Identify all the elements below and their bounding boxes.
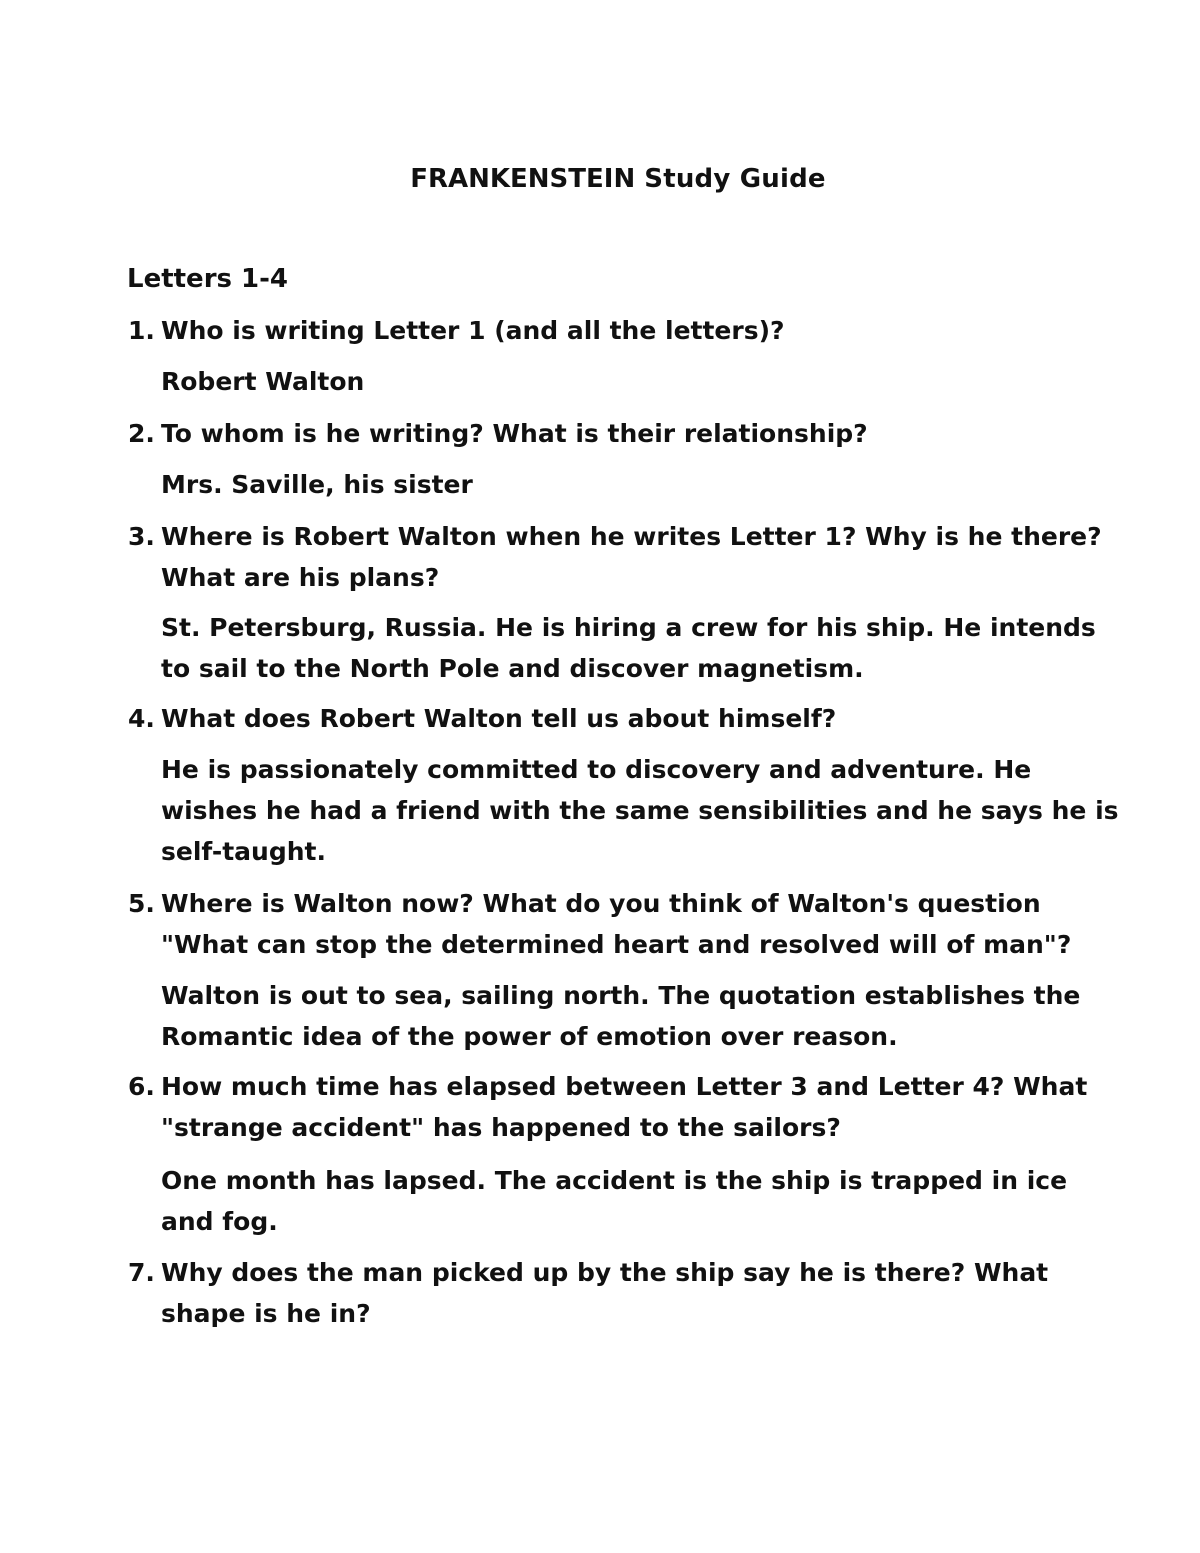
- question-5: [128, 883, 1108, 965]
- question-text: Where is Walton now? What do you think of Walton's question "What can stop the determined heart and resolved will of man"?: [161, 889, 1072, 959]
- answer-5: Walton is out to sea, sailing north. The quotation establishes the Romantic idea of the power of emotion over reason.: [161, 981, 1081, 1051]
- question-text: Who is writing Letter 1 (and all the letters)?: [161, 316, 785, 345]
- question-number: 5.: [128, 889, 155, 918]
- question-text: Why does the man picked up by the ship say he is there? What shape is he in?: [161, 1258, 1049, 1328]
- question-text: To whom is he writing? What is their relationship?: [161, 419, 868, 448]
- question-number: 4.: [128, 704, 155, 733]
- answer-4: He is passionately committed to discovery and adventure. He wishes he had a friend with the same sensibilities and he says he is self-taught.: [161, 755, 1119, 866]
- question-3: [128, 516, 1108, 598]
- question-text: What does Robert Walton tell us about himself?: [161, 704, 837, 733]
- question-text: How much time has elapsed between Letter 3 and Letter 4? What "strange accident" has happened to the sailors?: [161, 1072, 1088, 1142]
- question-number: 7.: [128, 1258, 155, 1287]
- question-number: 2.: [128, 419, 155, 448]
- question-number: 3.: [128, 522, 155, 551]
- question-2: [128, 413, 1108, 454]
- question-6: [128, 1066, 1108, 1148]
- answer-1: Robert Walton: [161, 367, 365, 396]
- section-heading: Letters 1-4: [127, 264, 289, 294]
- answer-3: St. Petersburg, Russia. He is hiring a crew for his ship. He intends to sail to the North Pole and discover magnetism.: [161, 613, 1096, 683]
- question-7: [128, 1252, 1108, 1334]
- answer-6: One month has lapsed. The accident is the ship is trapped in ice and fog.: [161, 1166, 1068, 1236]
- question-4: [128, 698, 1108, 739]
- page-title: [0, 160, 1200, 198]
- title-book-name: FRANKENSTEIN: [410, 164, 636, 194]
- question-number: 1.: [128, 316, 155, 345]
- title-subtitle: Study Guide: [644, 164, 826, 194]
- answer-2: Mrs. Saville, his sister: [161, 470, 473, 499]
- question-1: [128, 310, 1108, 351]
- question-number: 6.: [128, 1072, 155, 1101]
- question-text: Where is Robert Walton when he writes Letter 1? Why is he there? What are his plans?: [161, 522, 1102, 592]
